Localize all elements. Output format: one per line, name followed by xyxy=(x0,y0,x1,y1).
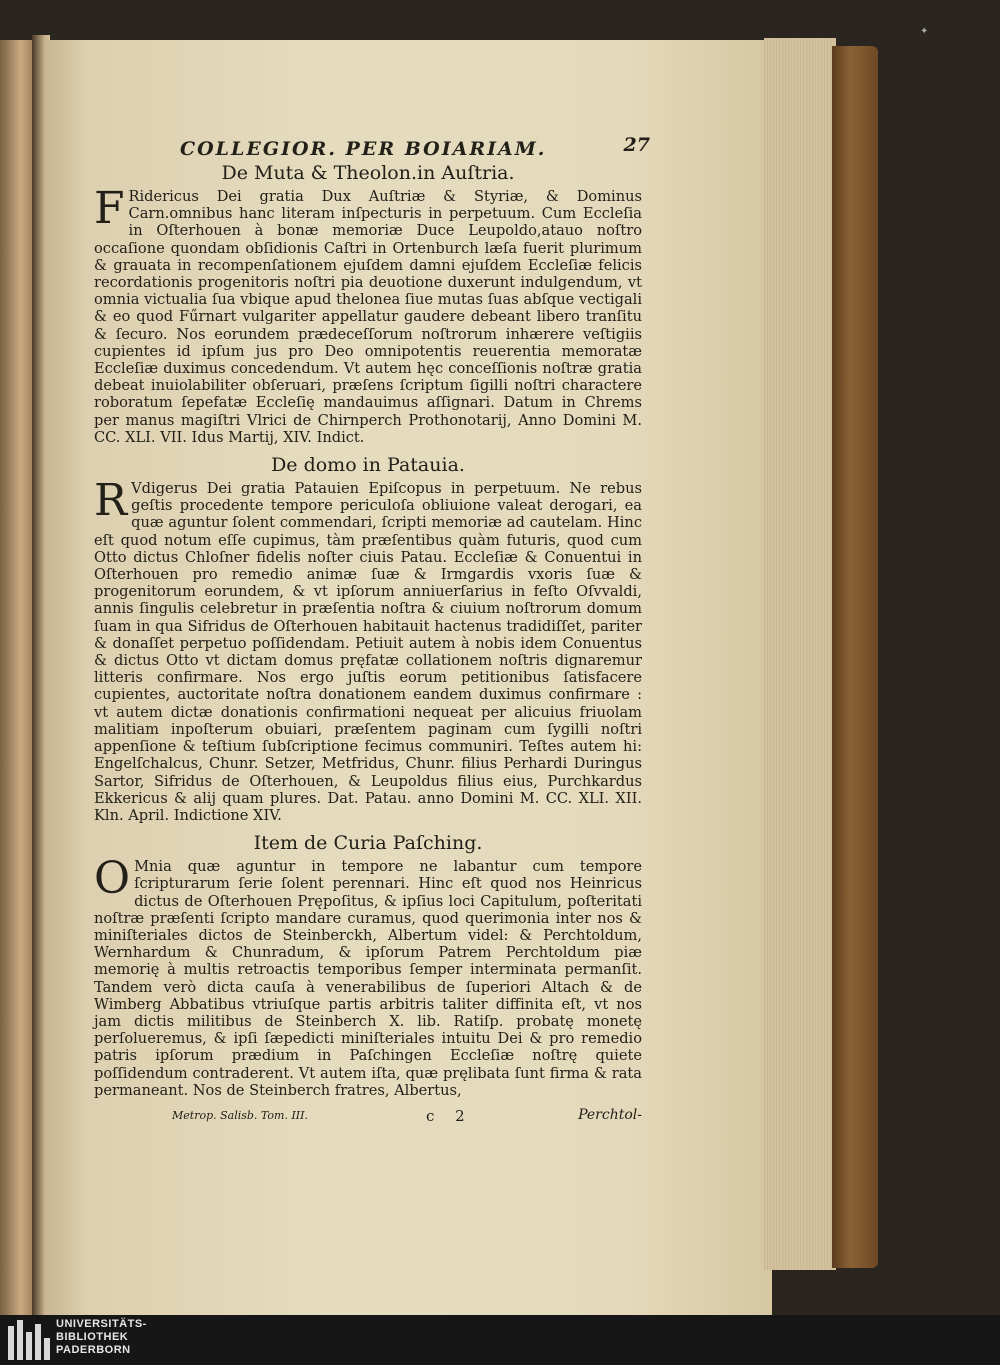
logo-line-2: BIBLIOTHEK xyxy=(56,1331,129,1343)
drop-cap: O xyxy=(94,853,131,905)
running-head xyxy=(94,130,650,162)
signature-mark: c 2 xyxy=(426,1106,473,1125)
section-heading-domo: De domo in Patauia. xyxy=(271,454,465,477)
library-logo-icon xyxy=(8,1320,50,1360)
library-logo xyxy=(8,1318,158,1362)
section-heading-curia: Item de Curia Paſching. xyxy=(253,832,483,855)
page-number: 27 xyxy=(623,134,650,156)
logo-line-3: PADERBORN xyxy=(56,1344,131,1356)
catchword: Perchtol- xyxy=(578,1106,642,1123)
drop-cap: F xyxy=(94,183,125,234)
drop-cap: R xyxy=(94,475,128,527)
section-text-muta xyxy=(94,183,642,446)
logo-line-1: UNIVERSITÄTS- xyxy=(56,1318,147,1330)
running-head-title: COLLEGIOR. PER BOIARIAM. xyxy=(180,138,547,160)
section-text-domo xyxy=(94,475,642,824)
footer-title: Metrop. Salisb. Tom. III. xyxy=(172,1108,308,1122)
scan-marker-icon: ✦ xyxy=(920,26,929,37)
page-edges xyxy=(764,38,836,1270)
section-body: Mnia quæ aguntur in tempore ne labantur cum tempore ſcripturarum ſerie ſolent perennari. Hinc eſt quod nos Heinricus dictus de Oſterhouen Prępoſitus, & ipſius loci Capitulum, poſteritati noſtræ præſenti ſcripto mandare curamus, quod querimonia inter nos & miniſteriales dictos de Steinberckh, Albertum videl: & Perchtoldum, Wernhardum & Chunradum, & ipſorum Patrem Perchtoldum piæ memorię à multis retroactis temporibus ſemper interminata permanſit. Tandem verò dicta cauſa à venerabilibus de ſuperiori Altach & de Wimberg Abbatibus vtriuſque partis arbitris taliter diffinita eſt, vt nos jam dictis militibus de Steinberch X. lib. Ratiſp. probatę monetę perſolueremus, & ipſi ſæpedicti miniſteriales intuitu Dei & pro remedio patris ipſorum prædium in Paſchingen Eccleſiæ noſtrę quiete poſſidendum contraderent. Vt autem iſta, quæ pręlibata ſunt firma & rata permaneant. Nos de Steinberch fratres, Albertus, xyxy=(94,858,642,1099)
page-text xyxy=(94,130,650,1129)
book-cover-edge xyxy=(832,46,878,1268)
section-heading-muta: De Muta & Theolon.in Auſtria. xyxy=(221,162,515,184)
section-body: Vdigerus Dei gratia Patauien Epiſcopus in perpetuum. Ne rebus geſtis procedente tempore periculoſa obliuione valeat derogari, ea quæ aguntur ſolent commendari, ſcripti memoriæ ad cautelam. Hinc eſt quod notum eſſe cupimus, tàm præſentibus quàm futuris, quod cum Otto dictus Chloſner fidelis noſter ciuis Patau. Eccleſiæ & Conuentui in Oſterhouen pro remedio animæ ſuæ & Irmgardis vxoris ſuæ & progenitorum eorundem, & vt ipſorum anniuerſarius in feſto Oſvvaldi, annis ſingulis celebretur in præſentia noſtra & ciuium noſtrorum domum ſuam in qua Sifridus de Oſterhouen habitauit hactenus tradidiſſet, pariter & donaſſet perpetuo poſſidendam. Petiuit autem à nobis idem Conuentus & dictus Otto vt dictam domus pręfatæ collationem noſtris dignaremur litteris confirmare. Nos ergo juſtis eorum petitionibus ſatisfacere cupientes, auctoritate noſtra donationem eandem duximus confirmare : vt autem dictæ donationis confirmationi nequeat per alicuius friuolam malitiam inpoſterum obuiari, præſentem paginam cum ſygilli noſtri appenſione & teſtium ſubſcriptione fecimus communiri. Teſtes autem hi: Engelſchalcus, Chunr. Setzer, Metfridus, Chunr. filius Perhardi Duringus Sartor, Sifridus de Oſterhouen, & Leupoldus filius eius, Purchkardus Ekkericus & alij quam plures. Dat. Patau. anno Domini M. CC. XLI. XII. Kln. April. Indictione XIV. xyxy=(94,480,642,824)
section-text-curia xyxy=(94,853,642,1099)
section-body: Ridericus Dei gratia Dux Auſtriæ & Styriæ, & Dominus Carn.omnibus hanc literam inſpecturis in perpetuum. Cum Eccleſia in Oſterhouen à bonæ memoriæ Duce Leupoldo,atauo noſtro occaſione quondam obſidionis Caſtri in Ortenburch læſa fuerit plurimum & grauata in recompenſationem ejuſdem damni ejuſdem Eccleſiæ felicis recordationis progenitoris noſtri pia deuotione duxerunt indulgendum, vt omnia victualia ſua vbique apud thelonea ſiue mutas ſuas abſque vectigali & eo quod Fűrnart vulgariter appellatur gaudere debeant libero tranſitu & ſecuro. Nos eorundem prædeceſſorum noſtrorum inhærere veſtigiis cupientes id ipſum jus pro Deo omnipotentis reuerentia memoratæ Eccleſiæ duximus concedendum. Vt autem hęc conceſſionis noſtræ gratia debeat inuiolabiliter obſeruari, præſens ſcriptum ſigilli noſtri charactere roboratum ſepefatæ Eccleſię mandauimus aſſignari. Datum in Chrems per manus magiſtri Vlrici de Chirnperch Prothonotarij, Anno Domini M. CC. XLI. VII. Idus Martij, XIV. Indict. xyxy=(94,188,642,446)
page-footer xyxy=(94,1107,642,1129)
library-logo-text xyxy=(56,1318,147,1357)
